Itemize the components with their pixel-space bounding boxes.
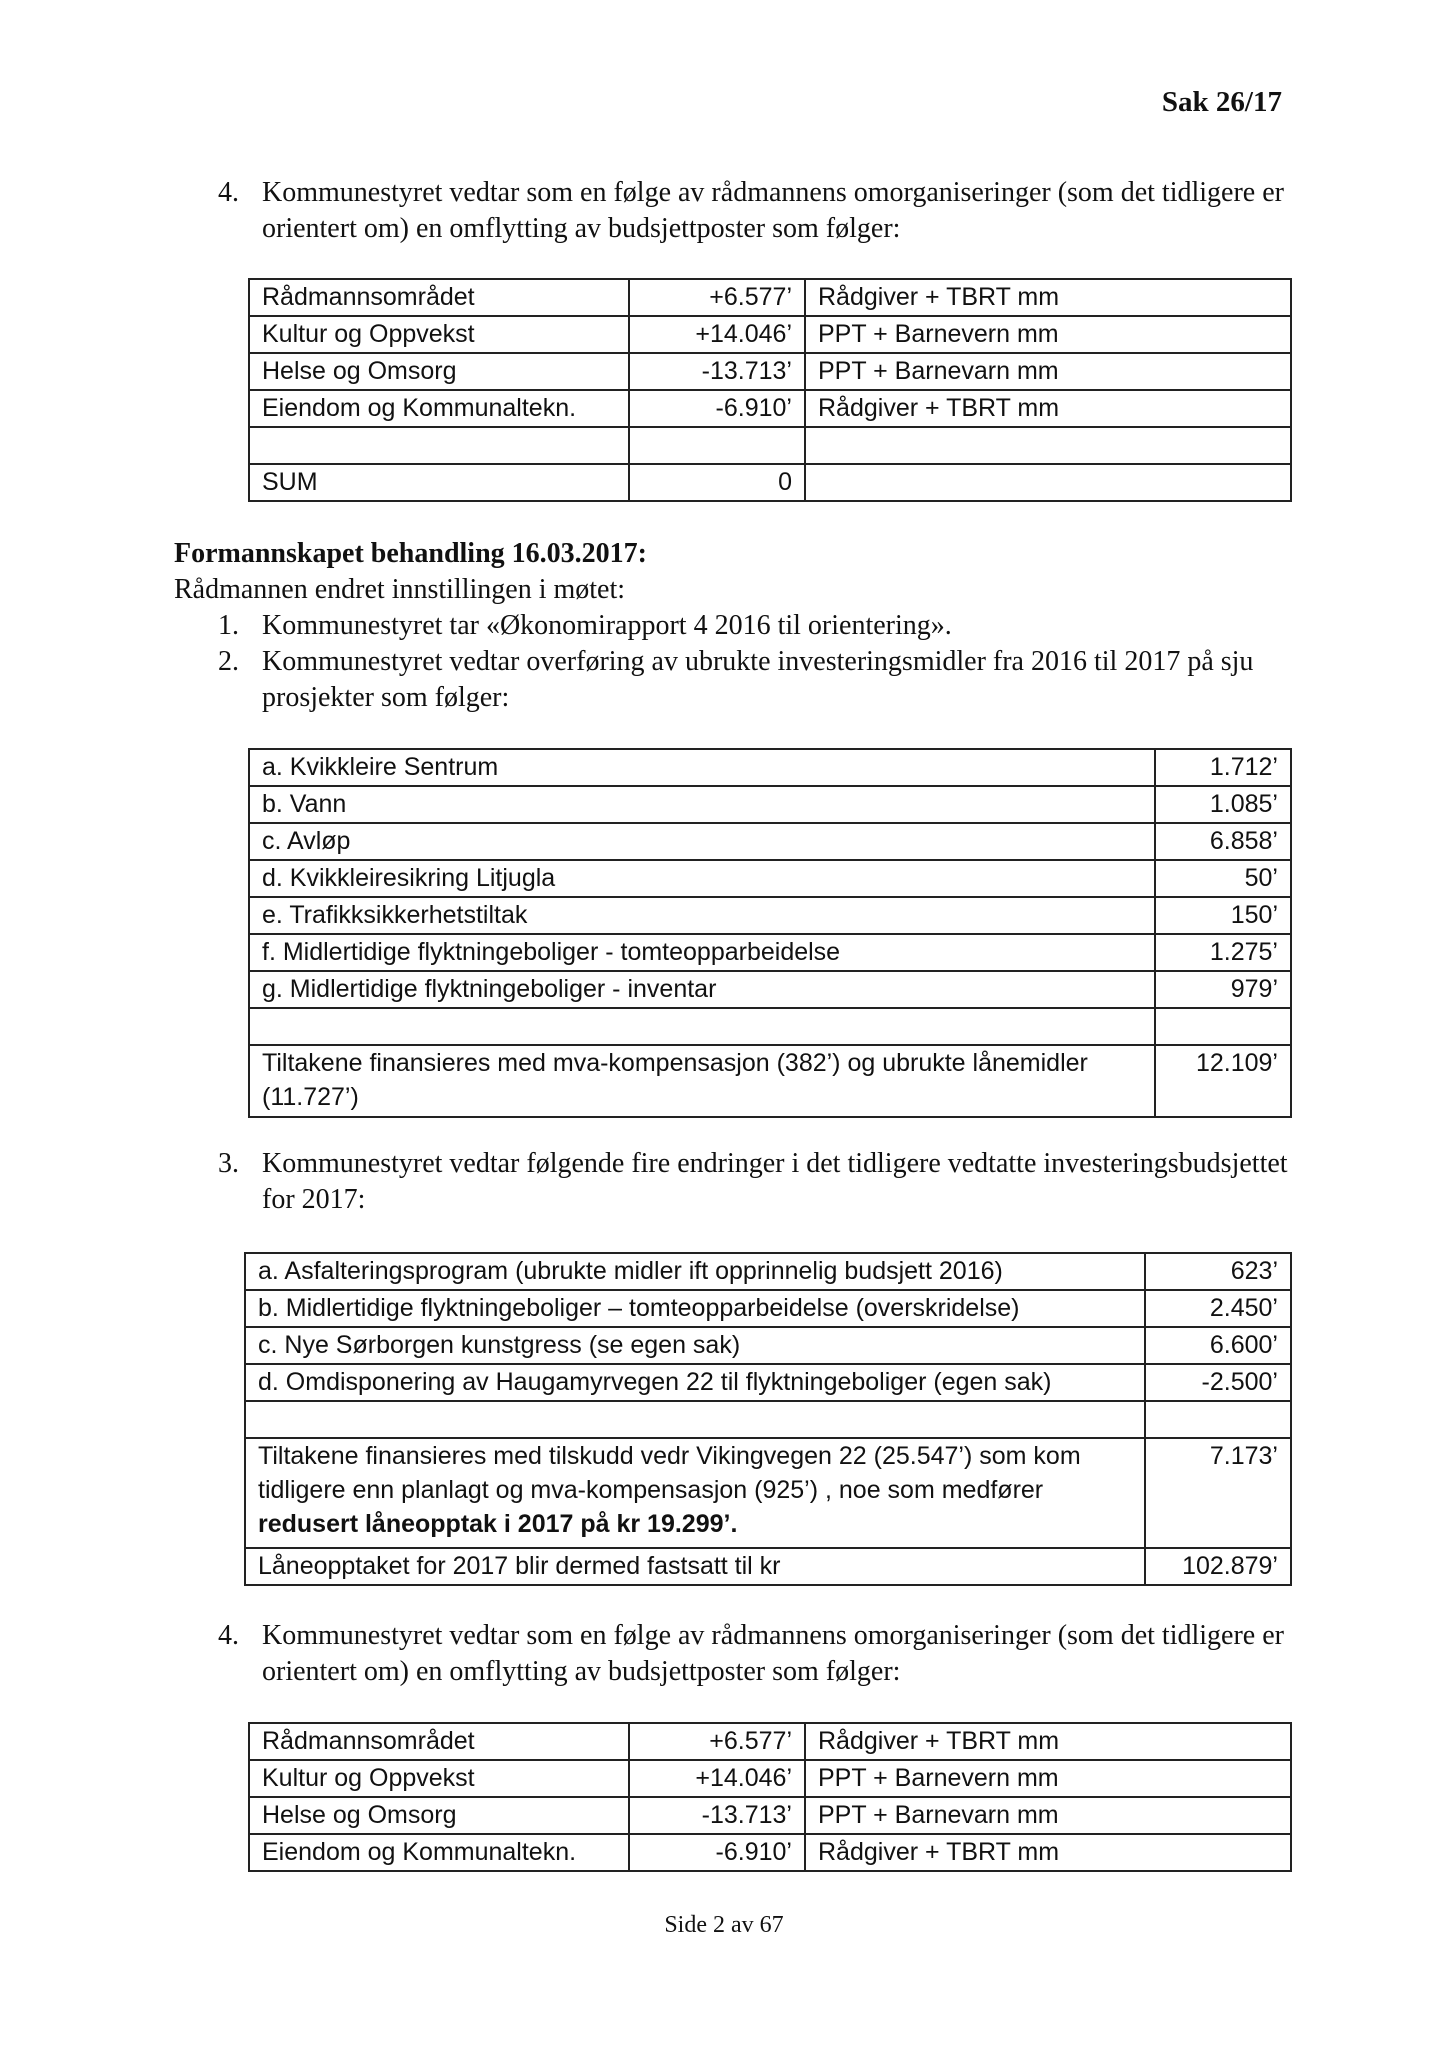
section-heading: Formannskapet behandling 16.03.2017: xyxy=(174,538,647,569)
table-row xyxy=(245,1401,1291,1438)
amount-cell: -6.910’ xyxy=(629,1834,805,1871)
amount-cell: 0 xyxy=(629,464,805,501)
value-cell: -2.500’ xyxy=(1145,1364,1291,1401)
budget-change-table xyxy=(244,1252,1292,1586)
item-number: 1. xyxy=(218,610,239,641)
table-row xyxy=(249,786,1291,823)
table-row xyxy=(249,971,1291,1008)
financing-emphasis: redusert låneopptak i 2017 på kr 19.299’. xyxy=(258,1510,738,1538)
area-cell: Rådmannsområdet xyxy=(249,1723,629,1760)
change-cell: a. Asfalteringsprogram (ubrukte midler ift opprinnelig budsjett 2016) xyxy=(245,1253,1145,1290)
financing-cell xyxy=(245,1438,1145,1548)
amount-cell: +6.577’ xyxy=(629,279,805,316)
item-text: Kommunestyret tar «Økonomirapport 4 2016 til orientering». xyxy=(262,610,952,641)
value-cell: 2.450’ xyxy=(1145,1290,1291,1327)
table-row xyxy=(245,1364,1291,1401)
value-cell: 979’ xyxy=(1155,971,1291,1008)
table-row xyxy=(245,1253,1291,1290)
table-row xyxy=(245,1548,1291,1585)
table-row xyxy=(245,1327,1291,1364)
item-text: Kommunestyret vedtar som en følge av rådmannens omorganiseringer (som det tidligere er orientert om) en omflytting av budsjettposter som følger: xyxy=(262,1620,1284,1687)
case-number: Sak 26/17 xyxy=(1161,86,1282,118)
item-text: Kommunestyret vedtar overføring av ubrukte investeringsmidler fra 2016 til 2017 på sju prosjekter som følger: xyxy=(262,646,1254,713)
table-row xyxy=(249,823,1291,860)
item-number: 4. xyxy=(218,1620,239,1651)
note-cell: Rådgiver + TBRT mm xyxy=(805,390,1291,427)
change-cell xyxy=(245,1401,1145,1438)
note-cell: Rådgiver + TBRT mm xyxy=(805,1834,1291,1871)
table-row xyxy=(249,749,1291,786)
area-cell: Helse og Omsorg xyxy=(249,1797,629,1834)
project-cell: g. Midlertidige flyktningeboliger - inventar xyxy=(249,971,1155,1008)
reallocation-table-bottom xyxy=(248,1722,1292,1872)
note-cell: Rådgiver + TBRT mm xyxy=(805,279,1291,316)
project-cell: b. Vann xyxy=(249,786,1155,823)
change-cell: b. Midlertidige flyktningeboliger – tomteopparbeidelse (overskridelse) xyxy=(245,1290,1145,1327)
value-cell: 623’ xyxy=(1145,1253,1291,1290)
note-cell: Rådgiver + TBRT mm xyxy=(805,1723,1291,1760)
area-cell: SUM xyxy=(249,464,629,501)
value-cell: 7.173’ xyxy=(1145,1438,1291,1548)
area-cell: Rådmannsområdet xyxy=(249,279,629,316)
total-value-cell: 102.879’ xyxy=(1145,1548,1291,1585)
table-row xyxy=(249,1723,1291,1760)
amount-cell: +14.046’ xyxy=(629,316,805,353)
investment-transfer-table xyxy=(248,748,1292,1118)
table-row xyxy=(249,897,1291,934)
table-row xyxy=(249,1834,1291,1871)
value-cell: 1.275’ xyxy=(1155,934,1291,971)
amount-cell: -13.713’ xyxy=(629,1797,805,1834)
reallocation-table-top xyxy=(248,278,1292,502)
value-cell: 6.600’ xyxy=(1145,1327,1291,1364)
table-row xyxy=(249,1760,1291,1797)
item-number: 2. xyxy=(218,646,239,677)
table-row xyxy=(249,1797,1291,1834)
note-cell: PPT + Barnevarn mm xyxy=(805,1797,1291,1834)
value-cell: 50’ xyxy=(1155,860,1291,897)
table-row xyxy=(249,934,1291,971)
table-row xyxy=(249,390,1291,427)
project-cell: d. Kvikkleiresikring Litjugla xyxy=(249,860,1155,897)
value-cell: 12.109’ xyxy=(1155,1045,1291,1117)
value-cell: 150’ xyxy=(1155,897,1291,934)
table-row xyxy=(249,316,1291,353)
item-number: 3. xyxy=(218,1148,239,1179)
table-row xyxy=(249,353,1291,390)
project-cell: a. Kvikkleire Sentrum xyxy=(249,749,1155,786)
amount-cell xyxy=(629,427,805,464)
table-row xyxy=(245,1438,1291,1548)
note-cell xyxy=(805,464,1291,501)
project-cell: f. Midlertidige flyktningeboliger - tomteopparbeidelse xyxy=(249,934,1155,971)
item-text: Kommunestyret vedtar som en følge av rådmannens omorganiseringer (som det tidligere er orientert om) en omflytting av budsjettposter som følger: xyxy=(262,177,1284,244)
area-cell xyxy=(249,427,629,464)
area-cell: Helse og Omsorg xyxy=(249,353,629,390)
area-cell: Eiendom og Kommunaltekn. xyxy=(249,1834,629,1871)
value-cell: 1.712’ xyxy=(1155,749,1291,786)
table-row xyxy=(249,464,1291,501)
table-row xyxy=(245,1290,1291,1327)
change-cell: c. Nye Sørborgen kunstgress (se egen sak) xyxy=(245,1327,1145,1364)
note-cell xyxy=(805,427,1291,464)
note-cell: PPT + Barnevern mm xyxy=(805,316,1291,353)
area-cell: Kultur og Oppvekst xyxy=(249,1760,629,1797)
amount-cell: -13.713’ xyxy=(629,353,805,390)
financing-text: Tiltakene finansieres med tilskudd vedr Vikingvegen 22 (25.547’) som kom tidligere enn planlagt og mva-kompensasjon (925’) , noe som medfører xyxy=(258,1442,1081,1504)
value-cell xyxy=(1155,1008,1291,1045)
area-cell: Kultur og Oppvekst xyxy=(249,316,629,353)
note-cell: PPT + Barnevarn mm xyxy=(805,353,1291,390)
table-row xyxy=(249,279,1291,316)
amount-cell: -6.910’ xyxy=(629,390,805,427)
section-intro: Rådmannen endret innstillingen i møtet: xyxy=(174,574,626,605)
project-cell: e. Trafikksikkerhetstiltak xyxy=(249,897,1155,934)
table-row xyxy=(249,1008,1291,1045)
total-label-cell: Låneopptaket for 2017 blir dermed fastsatt til kr xyxy=(245,1548,1145,1585)
value-cell xyxy=(1145,1401,1291,1438)
item-number: 4. xyxy=(218,177,239,208)
table-row xyxy=(249,1045,1291,1117)
value-cell: 1.085’ xyxy=(1155,786,1291,823)
page-footer: Side 2 av 67 xyxy=(664,1912,784,1938)
financing-cell: Tiltakene finansieres med mva-kompensasjon (382’) og ubrukte lånemidler (11.727’) xyxy=(249,1045,1155,1117)
table-row xyxy=(249,860,1291,897)
value-cell: 6.858’ xyxy=(1155,823,1291,860)
amount-cell: +6.577’ xyxy=(629,1723,805,1760)
item-text: Kommunestyret vedtar følgende fire endringer i det tidligere vedtatte investeringsbudsjettet for 2017: xyxy=(262,1148,1288,1215)
note-cell: PPT + Barnevern mm xyxy=(805,1760,1291,1797)
project-cell xyxy=(249,1008,1155,1045)
change-cell: d. Omdisponering av Haugamyrvegen 22 til flyktningeboliger (egen sak) xyxy=(245,1364,1145,1401)
amount-cell: +14.046’ xyxy=(629,1760,805,1797)
area-cell: Eiendom og Kommunaltekn. xyxy=(249,390,629,427)
project-cell: c. Avløp xyxy=(249,823,1155,860)
table-row xyxy=(249,427,1291,464)
